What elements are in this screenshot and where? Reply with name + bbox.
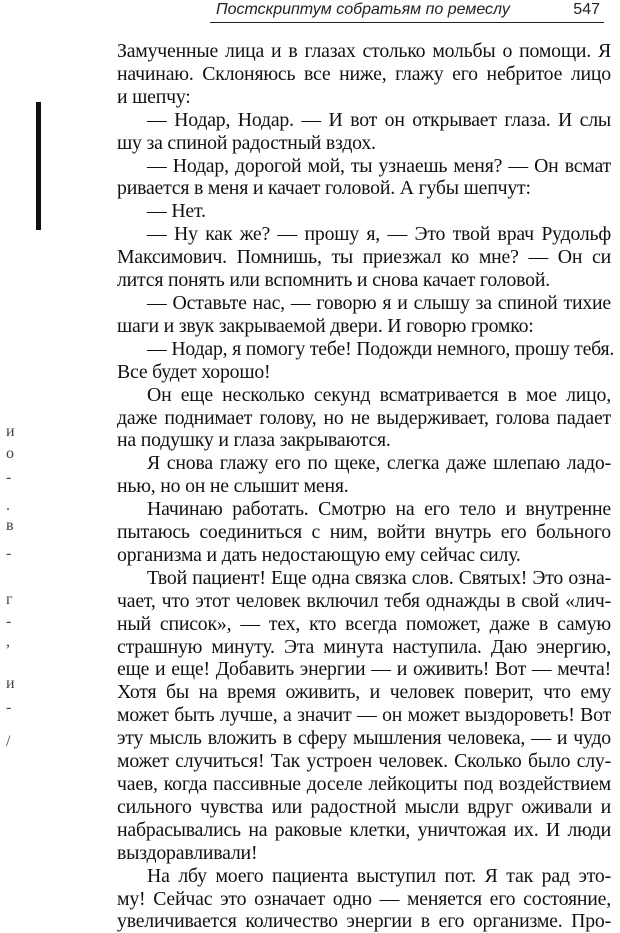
text-line: — Нодар, дорогой мой, ты узнаешь меня? — Он всмат (147, 154, 611, 177)
margin-mark: г (6, 591, 13, 608)
body-text (117, 40, 615, 933)
margin-mark: - (6, 545, 12, 562)
margin-mark: в (6, 517, 14, 534)
text-line: чаев, когда пассивные доселе лейкоциты под воздействием (117, 773, 611, 795)
margin-mark: о (6, 445, 14, 462)
text-line: увеличивается количество энергии в его организме. Про- (117, 910, 611, 933)
text-line: еще и еще! Добавить энергии — и оживить! Вот — мечта! (117, 658, 611, 681)
text-line: му! Сейчас это означает одно — меняется его состояние, (117, 887, 611, 910)
text-line: Твой пациент! Еще одна связка слов. Святых! Это озна- (147, 566, 611, 589)
text-line: сильного чувства или радостной мысли вдруг оживали и (117, 795, 611, 818)
text-line: На лбу моего пациента выступил пот. Я так рад это- (147, 864, 611, 887)
margin-bar (36, 102, 41, 230)
text-line: Он еще несколько секунд всматривается в мое лицо, (147, 383, 611, 406)
text-line: шу за спиной радостный вздох. (117, 131, 376, 154)
text-line: — Оставьте нас, — говорю я и слышу за спиной тихие (147, 291, 611, 314)
text-line: Все будет хорошо! (117, 360, 271, 383)
text-line: страшную минуту. Эта минута наступила. Даю энергию, (117, 635, 611, 658)
text-line: начинаю. Склоняюсь все ниже, глажу его небритое лицо (117, 62, 611, 85)
text-line: — Нет. (147, 200, 206, 223)
margin-mark: и (6, 675, 15, 692)
text-line: чает, что этот человек включил тебя однажды в свой «лич- (117, 589, 611, 612)
text-line: Замученные лица и в глазах столько мольбы о помощи. Я (117, 40, 611, 62)
text-line: Я снова глажу его по щеке, слегка даже шлепаю ладо- (147, 452, 611, 475)
text-line: лится понять или вспомнить и снова качает головой. (117, 269, 550, 292)
text-line: эту мысль вложить в сферу мышления человека, — и чудо (117, 727, 611, 750)
text-line: даже поднимает голову, но не выдерживает, голова падает (117, 406, 611, 429)
text-line: Хотя бы на время оживить, и человек поверит, что ему (117, 681, 611, 704)
margin-mark: . (6, 497, 10, 514)
text-line: может быть лучше, а значит — он может выздороветь! Вот (117, 704, 611, 727)
text-line: и шепчу: (117, 85, 191, 108)
margin-mark: - (6, 469, 12, 486)
text-line: Начинаю работать. Смотрю на его тело и внутренне (147, 498, 611, 521)
text-line: набрасывались на раковые клетки, уничтожая их. И люди (117, 818, 611, 841)
margin-mark: - (6, 613, 12, 630)
running-header-title: Постскриптум собратьям по ремеслу (216, 1, 510, 18)
text-line: на подушку и глаза закрываются. (117, 429, 391, 452)
margin-mark: / (6, 733, 11, 750)
text-line: ривается в меня и качает головой. А губы шепчут: (117, 177, 531, 200)
text-line: — Нодар, Нодар. — И вот он открывает глаза. И слы (147, 108, 611, 131)
text-line: выздоравливали! (117, 841, 258, 864)
margin-mark: - (6, 699, 12, 716)
text-line: — Ну как же? — прошу я, — Это твой врач Рудольф (147, 223, 611, 246)
text-line: Максимович. Помнишь, ты приезжал ко мне? — Он си (117, 246, 611, 269)
text-line: организма и дать недостающую ему сейчас силу. (117, 543, 521, 566)
text-line: нью, но он не слышит меня. (117, 475, 349, 498)
text-line: пытаюсь соединиться с ним, войти внутрь его больного (117, 521, 611, 544)
text-line: шаги и звук закрываемой двери. И говорю громко: (117, 314, 534, 337)
text-line: ный список», — тех, кто всегда поможет, даже в самую (117, 612, 611, 635)
margin-mark: и (6, 423, 15, 440)
page-number: 547 (573, 1, 600, 18)
text-line: может случиться! Так устроен человек. Сколько было слу- (117, 750, 611, 773)
running-header (210, 0, 604, 23)
text-line: — Нодар, я помогу тебе! Подожди немного, прошу тебя. (147, 337, 615, 360)
margin-mark: , (6, 633, 10, 650)
